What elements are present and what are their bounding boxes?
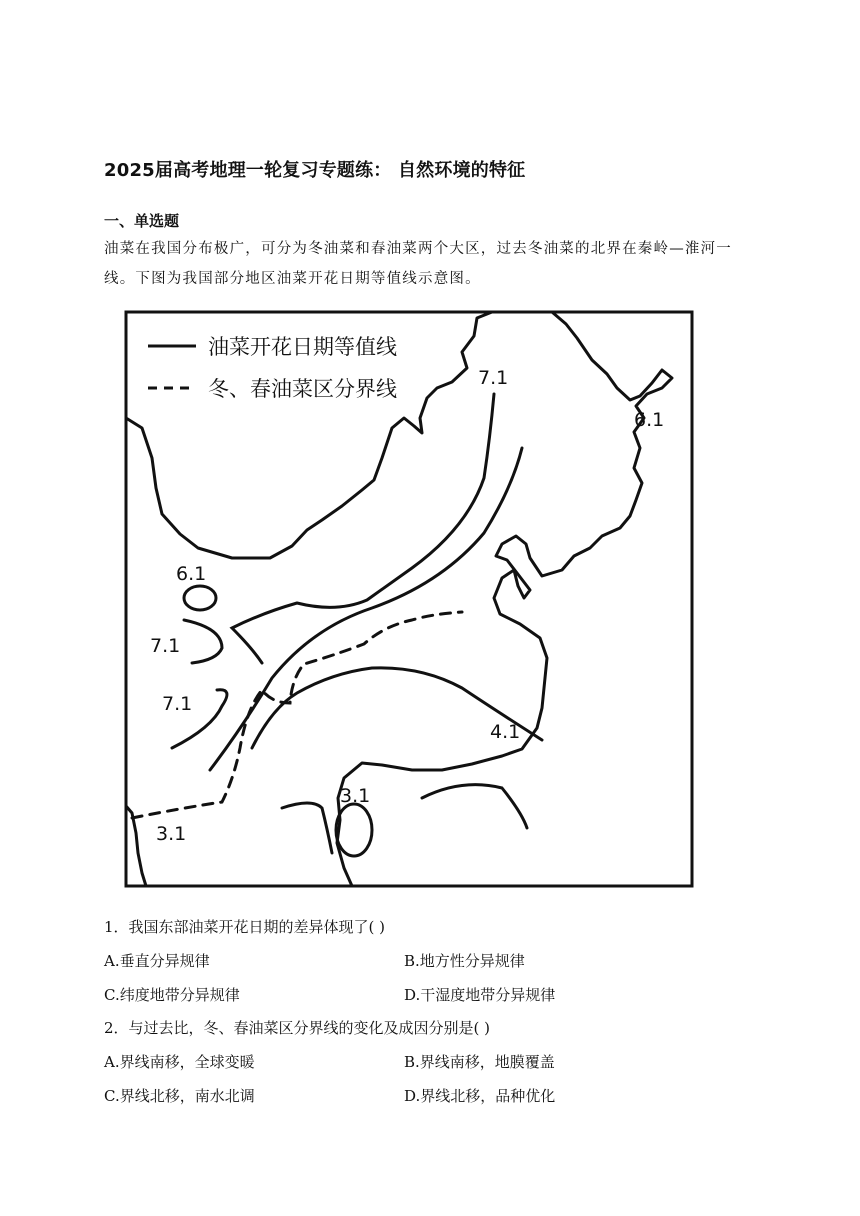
document-title: 2025届高考地理一轮复习专题练： 自然环境的特征 bbox=[104, 160, 526, 181]
question-2-option-d[interactable]: D.界线北移，品种优化 bbox=[404, 1087, 556, 1105]
section-heading: 一、单选题 bbox=[104, 212, 180, 230]
rapeseed-flowering-map bbox=[122, 308, 696, 890]
label-3-1-sw: 3.1 bbox=[156, 823, 187, 845]
label-4-1-e: 4.1 bbox=[490, 721, 521, 743]
legend-solid-label: 油菜开花日期等值线 bbox=[208, 335, 397, 359]
question-2-option-c[interactable]: C.界线北移，南水北调 bbox=[104, 1087, 255, 1105]
intro-paragraph: 油菜在我国分布极广，可分为冬油菜和春油菜两个大区，过去冬油菜的北界在秦岭—淮河一线。下图为我国部分地区油菜开花日期等值线示意图。 bbox=[104, 241, 732, 287]
question-1-option-a[interactable]: A.垂直分异规律 bbox=[104, 952, 210, 970]
question-1-stem: 1．我国东部油菜开花日期的差异体现了( ) bbox=[104, 918, 386, 936]
label-7-1-w2: 7.1 bbox=[162, 693, 193, 715]
label-7-1-ne: 7.1 bbox=[478, 367, 509, 389]
question-2-stem: 2．与过去比，冬、春油菜区分界线的变化及成因分别是( ) bbox=[104, 1019, 491, 1037]
question-2-option-a[interactable]: A.界线南移，全球变暖 bbox=[104, 1053, 255, 1071]
question-1-option-b[interactable]: B.地方性分异规律 bbox=[404, 952, 525, 970]
legend-dashed-label: 冬、春油菜区分界线 bbox=[208, 377, 397, 401]
question-2-option-b[interactable]: B.界线南移，地膜覆盖 bbox=[404, 1053, 555, 1071]
label-3-1-s: 3.1 bbox=[340, 785, 371, 807]
label-6-1-ne: 6.1 bbox=[634, 409, 665, 431]
question-1-option-d[interactable]: D.干湿度地带分异规律 bbox=[404, 986, 556, 1004]
label-6-1-w: 6.1 bbox=[176, 563, 207, 585]
label-7-1-w1: 7.1 bbox=[150, 635, 181, 657]
question-1-option-c[interactable]: C.纬度地带分异规律 bbox=[104, 986, 240, 1004]
